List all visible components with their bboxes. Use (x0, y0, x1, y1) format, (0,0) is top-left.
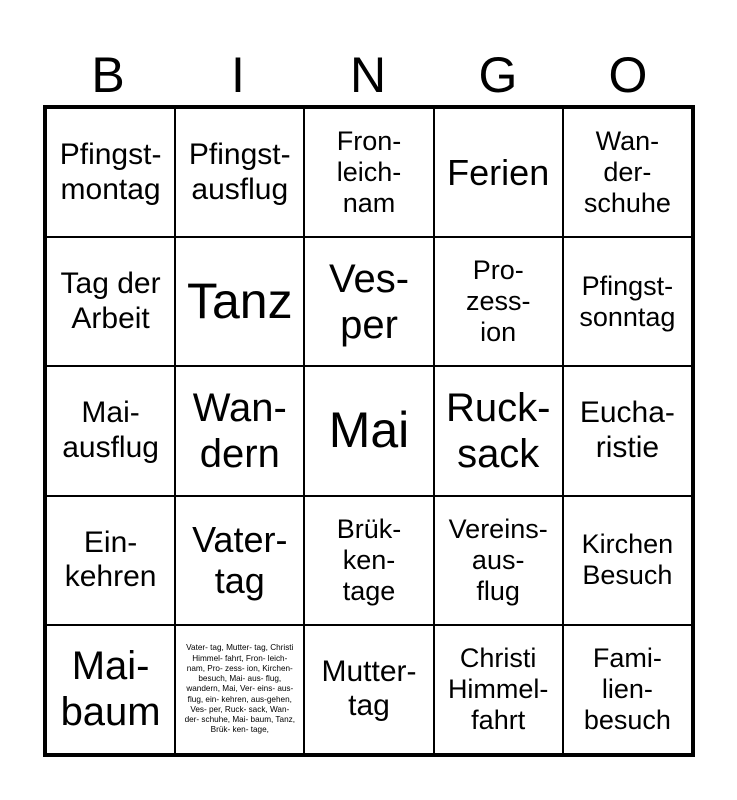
bingo-cell[interactable] (175, 496, 304, 625)
bingo-cell[interactable] (175, 237, 304, 366)
header-letter-g: G (478, 47, 518, 103)
cell-label: Vater- tag, Mutter- tag, Christi Himmel- fahrt, Fron- leich- nam, Pro- zess- ion, Kirchen- besuch, Mai- aus- flug, wandern, Mai, Ver- eins- aus- flug, ein- kehren, aus-gehen, Ves- per, Ruck- sack, Wan- der- schuhe, Mai- baum, Tanz, Brük- ken- tage, (184, 643, 295, 735)
bingo-header (43, 45, 693, 105)
cell-label: Christi Himmel- fahrt (447, 642, 549, 735)
bingo-cell[interactable] (46, 366, 175, 495)
bingo-cell[interactable] (563, 108, 692, 237)
bingo-cell[interactable] (46, 108, 175, 237)
header-letter-o: O (608, 47, 648, 103)
bingo-grid (43, 105, 695, 757)
bingo-cell[interactable] (304, 237, 433, 366)
bingo-cell[interactable] (175, 366, 304, 495)
cell-label: Pfingst- ausflug (188, 138, 291, 206)
cell-label: Ves- per (328, 256, 410, 347)
header-letter-i: I (231, 47, 245, 103)
cell-label: Wan- der- schuhe (583, 126, 671, 219)
cell-label: Tanz (186, 273, 293, 330)
bingo-cell[interactable] (46, 496, 175, 625)
cell-label: Mai (328, 402, 410, 459)
bingo-cell[interactable] (563, 625, 692, 754)
cell-label: Mai- ausflug (62, 396, 159, 464)
bingo-cell[interactable] (434, 237, 563, 366)
cell-label: Mutter- tag (321, 654, 417, 723)
cell-label: Kirchen Besuch (581, 529, 674, 591)
bingo-cell[interactable] (434, 625, 563, 754)
cell-label: Mai- baum (60, 644, 161, 735)
cell-label: Tag der Arbeit (60, 267, 161, 335)
bingo-cell[interactable] (563, 366, 692, 495)
cell-label: Wan- dern (192, 385, 287, 476)
cell-label: Pfingst- montag (59, 138, 162, 206)
bingo-cell[interactable] (46, 625, 175, 754)
bingo-cell-free[interactable] (175, 625, 304, 754)
cell-label: Fami- lien- besuch (583, 642, 671, 735)
bingo-cell[interactable] (304, 108, 433, 237)
header-letter-n: N (349, 47, 387, 103)
bingo-cell[interactable] (563, 237, 692, 366)
bingo-cell[interactable] (434, 496, 563, 625)
bingo-cell[interactable] (304, 496, 433, 625)
cell-label: Ein- kehren (64, 525, 157, 594)
cell-label: Eucha- ristie (579, 396, 675, 464)
bingo-cell[interactable] (304, 366, 433, 495)
bingo-cell[interactable] (563, 496, 692, 625)
header-letter-b: B (91, 47, 125, 103)
bingo-cell[interactable] (434, 366, 563, 495)
cell-label: Vereins- aus- flug (448, 513, 548, 606)
cell-label: Fron- leich- nam (336, 126, 402, 219)
cell-label: Ruck- sack (445, 385, 551, 476)
bingo-cell[interactable] (46, 237, 175, 366)
cell-label: Vater- tag (192, 518, 288, 602)
bingo-cell[interactable] (434, 108, 563, 237)
bingo-cell[interactable] (175, 108, 304, 237)
cell-label: Ferien (447, 151, 550, 193)
cell-label: Pro- zess- ion (465, 255, 531, 348)
bingo-cell[interactable] (304, 625, 433, 754)
cell-label: Pfingst- sonntag (579, 270, 676, 332)
cell-label: Brük- ken- tage (336, 513, 402, 606)
